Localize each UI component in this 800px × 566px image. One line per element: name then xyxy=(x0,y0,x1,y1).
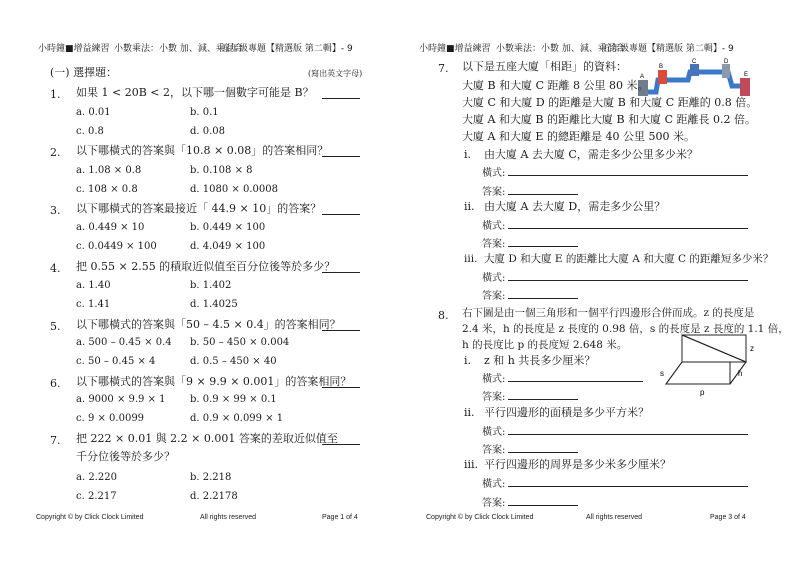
answer-line[interactable] xyxy=(508,194,578,195)
header-series: 五年級專題【精選版 第二輯】- 9 xyxy=(221,44,353,54)
buildings-illustration xyxy=(636,58,754,100)
option-c: c. 1.41 xyxy=(76,299,111,310)
q7-line4: 大廈 A 和大廈 E 的總距離是 40 公里 500 米。 xyxy=(462,130,695,143)
option-c: c. 0.8 xyxy=(76,126,104,137)
sub-number: ii. xyxy=(464,200,475,213)
footer-page: Page 1 of 4 xyxy=(322,514,358,521)
option-a: a. 1.40 xyxy=(76,280,111,291)
option-c: c. 0.0449 × 100 xyxy=(76,241,157,252)
page-1 xyxy=(30,0,410,566)
answer-blank[interactable] xyxy=(322,330,360,331)
question-text: 以下哪橫式的答案與「9 × 9.9 × 0.001」的答案相同？ xyxy=(76,375,352,388)
answer-blank[interactable] xyxy=(322,444,360,445)
option-c: c. 108 × 0.8 xyxy=(76,184,138,195)
answer-line[interactable] xyxy=(508,246,578,247)
working-label: 橫式: xyxy=(482,427,506,438)
question-number: 5. xyxy=(50,320,61,333)
header-topic: 小數乘法：小數 加、減、乘混合 xyxy=(114,44,243,54)
question-text-cont: 千分位後等於多少？ xyxy=(76,450,175,463)
option-b: b. 0.1 xyxy=(190,107,219,118)
working-label: 橫式: xyxy=(482,374,506,385)
answer-blank[interactable] xyxy=(322,272,360,273)
sub-question: 由大廈 A 去大廈 D，需走多少公里？ xyxy=(484,200,666,213)
option-d: d. 0.08 xyxy=(190,126,226,137)
question-number: 6. xyxy=(50,377,61,390)
sub-number: i. xyxy=(464,148,472,161)
working-label: 橫式: xyxy=(482,479,506,490)
bld-label-e: E xyxy=(744,72,749,78)
option-a: a. 9000 × 9.9 × 1 xyxy=(76,394,166,405)
question-text: 把 0.55 × 2.55 的積取近似值至百分位後等於多少？ xyxy=(76,260,336,273)
question-number: 8. xyxy=(438,309,449,322)
option-b: b. 2.218 xyxy=(190,472,232,483)
footer-page: Page 3 of 4 xyxy=(710,514,746,521)
sub-question: 平行四邊形的面積是多少平方米？ xyxy=(484,406,649,419)
working-label: 橫式: xyxy=(482,221,506,232)
building-d xyxy=(722,64,730,78)
option-d: d. 0.5 – 450 × 40 xyxy=(190,356,277,367)
question-number: 7. xyxy=(438,62,449,75)
working-label: 橫式: xyxy=(482,168,506,179)
option-a: a. 0.01 xyxy=(76,107,111,118)
sub-question: 大廈 D 和大廈 E 的距離比大廈 A 和大廈 C 的距離短多少米？ xyxy=(484,253,774,265)
footer-rights: All rights reserved xyxy=(586,514,643,521)
q7-line3: 大廈 A 和大廈 B 的距離比大廈 B 和大廈 C 距離長 0.2 倍。 xyxy=(462,113,756,126)
sub-number: i. xyxy=(464,354,472,367)
sub-number: iii. xyxy=(464,458,479,471)
option-d: d. 2.2178 xyxy=(190,491,238,502)
building-e xyxy=(740,78,750,96)
answer-line[interactable] xyxy=(508,505,578,506)
sub-number: ii. xyxy=(464,406,475,419)
answer-line[interactable] xyxy=(508,298,578,299)
answer-label: 答案: xyxy=(482,291,506,302)
footer-copyright: Copyright © by Click Clock Limited xyxy=(36,514,144,521)
answer-label: 答案: xyxy=(482,498,506,509)
parallelogram-shape xyxy=(666,362,746,384)
question-text: 以下哪橫式的答案與「50 – 4.5 × 0.4」的答案相同？ xyxy=(76,318,341,331)
answer-blank[interactable] xyxy=(322,214,360,215)
working-line[interactable] xyxy=(508,434,748,435)
page-3 xyxy=(420,0,800,566)
q8-line1: 右下圖是由一個三角形和一個平行四邊形合併而成。z 的長度是 xyxy=(462,307,755,319)
sub-question: z 和 h 共長多少厘米？ xyxy=(484,354,596,367)
label-z: z xyxy=(750,344,754,353)
sub-question: 由大廈 A 去大廈 C，需走多少公里多少米？ xyxy=(484,148,698,161)
sub-question: 平行四邊形的周界是多少米多少厘米？ xyxy=(484,458,671,471)
answer-line[interactable] xyxy=(508,452,578,453)
answer-label: 答案: xyxy=(482,392,506,403)
q8-line3: h 的長度比 p 的長度短 2.648 米。 xyxy=(462,339,628,351)
section-note: (寫出英文字母) xyxy=(308,69,363,78)
option-d: d. 0.9 × 0.099 × 1 xyxy=(190,413,284,424)
option-b: b. 0.449 × 100 xyxy=(190,222,266,233)
option-d: d. 1.4025 xyxy=(190,299,238,310)
option-b: b. 0.108 × 8 xyxy=(190,165,253,176)
sub-number: iii. xyxy=(464,253,478,265)
answer-label: 答案: xyxy=(482,445,506,456)
question-text: 以下哪橫式的答案最接近「 44.9 × 10」的答案？ xyxy=(76,202,322,215)
q7-intro: 以下是五座大廈「相距」的資料： xyxy=(462,60,627,73)
q8-line2: 2.4 米，h 的長度是 z 長度的 0.98 倍，s 的長度是 z 長度的 1.1 倍， xyxy=(462,323,789,335)
working-line[interactable] xyxy=(508,175,748,176)
working-line[interactable] xyxy=(508,280,748,281)
answer-line[interactable] xyxy=(508,399,578,400)
option-c: c. 2.217 xyxy=(76,491,117,502)
answer-label: 答案: xyxy=(482,239,506,250)
section-title: (一) 選擇題： xyxy=(50,66,118,79)
option-d: d. 1080 × 0.0008 xyxy=(190,184,278,195)
option-a: a. 2.220 xyxy=(76,472,117,483)
label-h: h xyxy=(738,369,743,378)
header-title: 小時鐘■增益練習 xyxy=(419,44,491,54)
label-p: p xyxy=(700,388,705,397)
option-b: b. 50 – 450 × 0.004 xyxy=(190,337,290,348)
question-text: 以下哪橫式的答案與「10.8 × 0.08」的答案相同？ xyxy=(76,144,329,157)
question-number: 3. xyxy=(50,204,61,217)
q7-line2: 大廈 C 和大廈 D 的距離是大廈 B 和大廈 C 距離的 0.8 倍。 xyxy=(462,96,758,109)
question-text: 把 222 × 0.01 與 2.2 × 0.001 答案的差取近似值至 xyxy=(76,432,338,445)
question-number: 7. xyxy=(50,434,61,447)
footer-rights: All rights reserved xyxy=(200,514,257,521)
answer-blank[interactable] xyxy=(322,156,360,157)
footer-copyright: Copyright © by Click Clock Limited xyxy=(426,514,534,521)
label-s: s xyxy=(660,369,664,378)
bld-label-d: D xyxy=(724,59,729,65)
option-d: d. 4.049 × 100 xyxy=(190,241,266,252)
question-number: 4. xyxy=(50,262,61,275)
option-a: a. 1.08 × 0.8 xyxy=(76,165,142,176)
question-text: 如果 1 < 20B < 2，以下哪一個數字可能是 B？ xyxy=(76,86,314,99)
building-b xyxy=(658,70,667,84)
triangle-parallelogram-figure xyxy=(660,328,760,398)
option-b: b. 0.9 × 99 × 0.1 xyxy=(190,394,277,405)
option-c: c. 9 × 0.0099 xyxy=(76,413,145,424)
answer-blank[interactable] xyxy=(322,387,360,388)
question-number: 1. xyxy=(50,88,61,101)
option-a: a. 0.449 × 10 xyxy=(76,222,145,233)
header-series: 五年級專題【精選版 第二輯】- 9 xyxy=(602,44,734,54)
bld-label-a: A xyxy=(640,74,645,80)
working-line[interactable] xyxy=(508,486,748,487)
answer-label: 答案: xyxy=(482,187,506,198)
option-a: a. 500 – 0.45 × 0.4 xyxy=(76,337,172,348)
option-c: c. 50 – 0.45 × 4 xyxy=(76,356,156,367)
header-topic: 小數乘法：小數 加、減、乘混合 xyxy=(496,44,625,54)
question-number: 2. xyxy=(50,146,61,159)
building-c xyxy=(690,64,699,76)
working-label: 橫式: xyxy=(482,273,506,284)
header-title: 小時鐘■增益練習 xyxy=(38,44,110,54)
bld-label-b: B xyxy=(659,64,664,70)
working-line[interactable] xyxy=(508,381,643,382)
option-b: b. 1.402 xyxy=(190,280,232,291)
bld-label-c: C xyxy=(692,59,697,65)
answer-blank[interactable] xyxy=(322,98,360,99)
q7-line1: 大廈 B 和大廈 C 距離 8 公里 80 米。 xyxy=(462,79,649,92)
working-line[interactable] xyxy=(508,228,748,229)
